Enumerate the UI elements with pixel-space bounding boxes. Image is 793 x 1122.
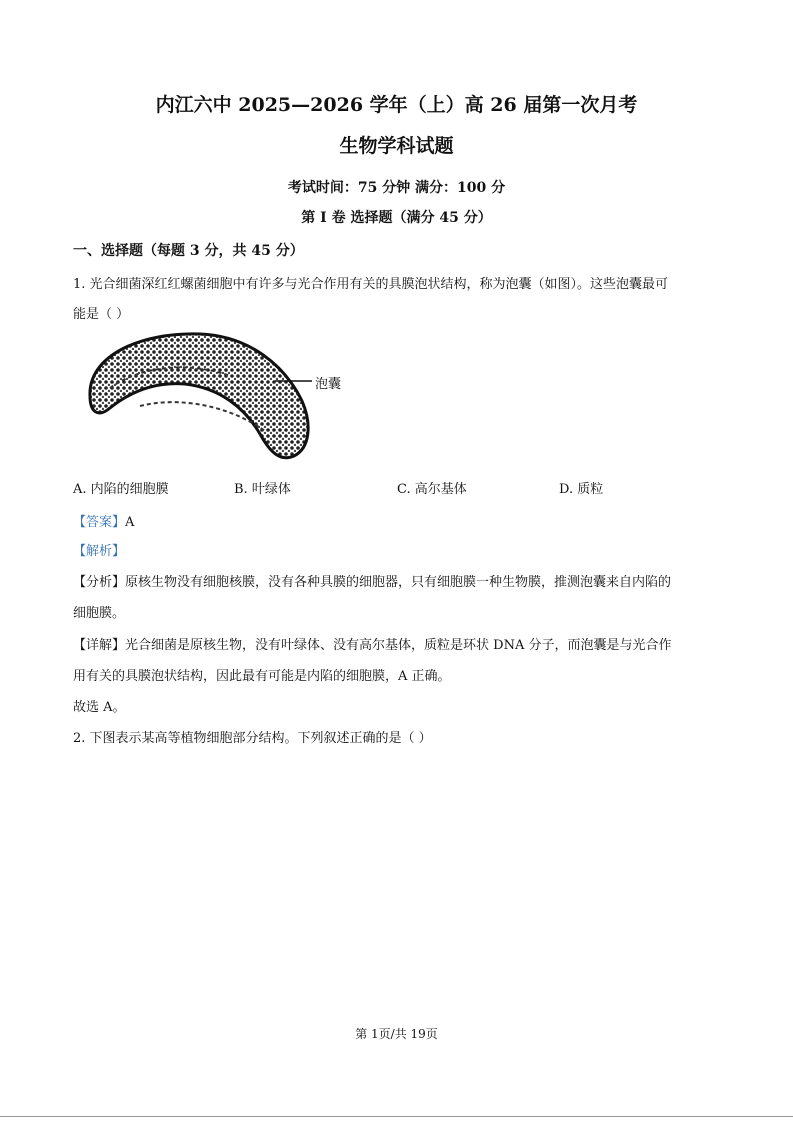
exam-info: 考试时间：75 分钟 满分：100 分	[287, 180, 506, 196]
question-1-text-cont: 能是（ ）	[73, 307, 130, 322]
question-2-text: 2. 下图表示某高等植物细胞部分结构。下列叙述正确的是（ ）	[73, 731, 432, 746]
subject-title: 生物学科试题	[339, 135, 454, 157]
fenxi-text: 原核生物没有细胞核膜，没有各种具膜的细胞器，只有细胞膜一种生物膜，推测泡囊来自内陷的	[125, 575, 672, 590]
exam-title: 内江六中 2025—2026 学年（上）高 26 届第一次月考	[155, 94, 638, 116]
bottom-divider	[0, 1116, 793, 1117]
conclusion: 故选 A。	[73, 700, 126, 715]
option-d: D. 质粒	[559, 482, 604, 497]
fenxi-tag: 【分析】	[73, 575, 126, 590]
xiangjie-text: 光合细菌是原核生物，没有叶绿体、没有高尔基体，质粒是环状 DNA 分子，而泡囊是与光合作	[125, 638, 672, 653]
option-b: B. 叶绿体	[234, 482, 291, 497]
figure-label-vesicle: 泡囊	[315, 377, 342, 392]
bacterium-figure	[80, 326, 360, 462]
answer-tag: 【答案】	[73, 515, 126, 530]
xiangjie-line	[73, 634, 671, 653]
option-a: A. 内陷的细胞膜	[73, 482, 169, 497]
xiangjie-tag: 【详解】	[73, 638, 126, 653]
fenxi-line	[73, 571, 671, 590]
xiangjie-text-cont: 用有关的具膜泡状结构，因此最有可能是内陷的细胞膜，A 正确。	[73, 669, 451, 684]
fenxi-text-cont: 细胞膜。	[73, 606, 126, 621]
volume-heading: 第 I 卷 选择题（满分 45 分）	[301, 210, 492, 226]
question-1-text: 1. 光合细菌深红红螺菌细胞中有许多与光合作用有关的具膜泡状结构，称为泡囊（如图）。这些泡囊最可	[73, 277, 669, 292]
answer-line	[73, 511, 134, 530]
bacterium-illustration	[80, 326, 360, 462]
answer-value: A	[125, 515, 135, 530]
page-number: 第 1页/共 19页	[355, 1027, 438, 1041]
option-c: C. 高尔基体	[397, 482, 467, 497]
analysis-tag: 【解析】	[73, 544, 126, 559]
section-heading: 一、选择题（每题 3 分，共 45 分）	[73, 243, 304, 259]
